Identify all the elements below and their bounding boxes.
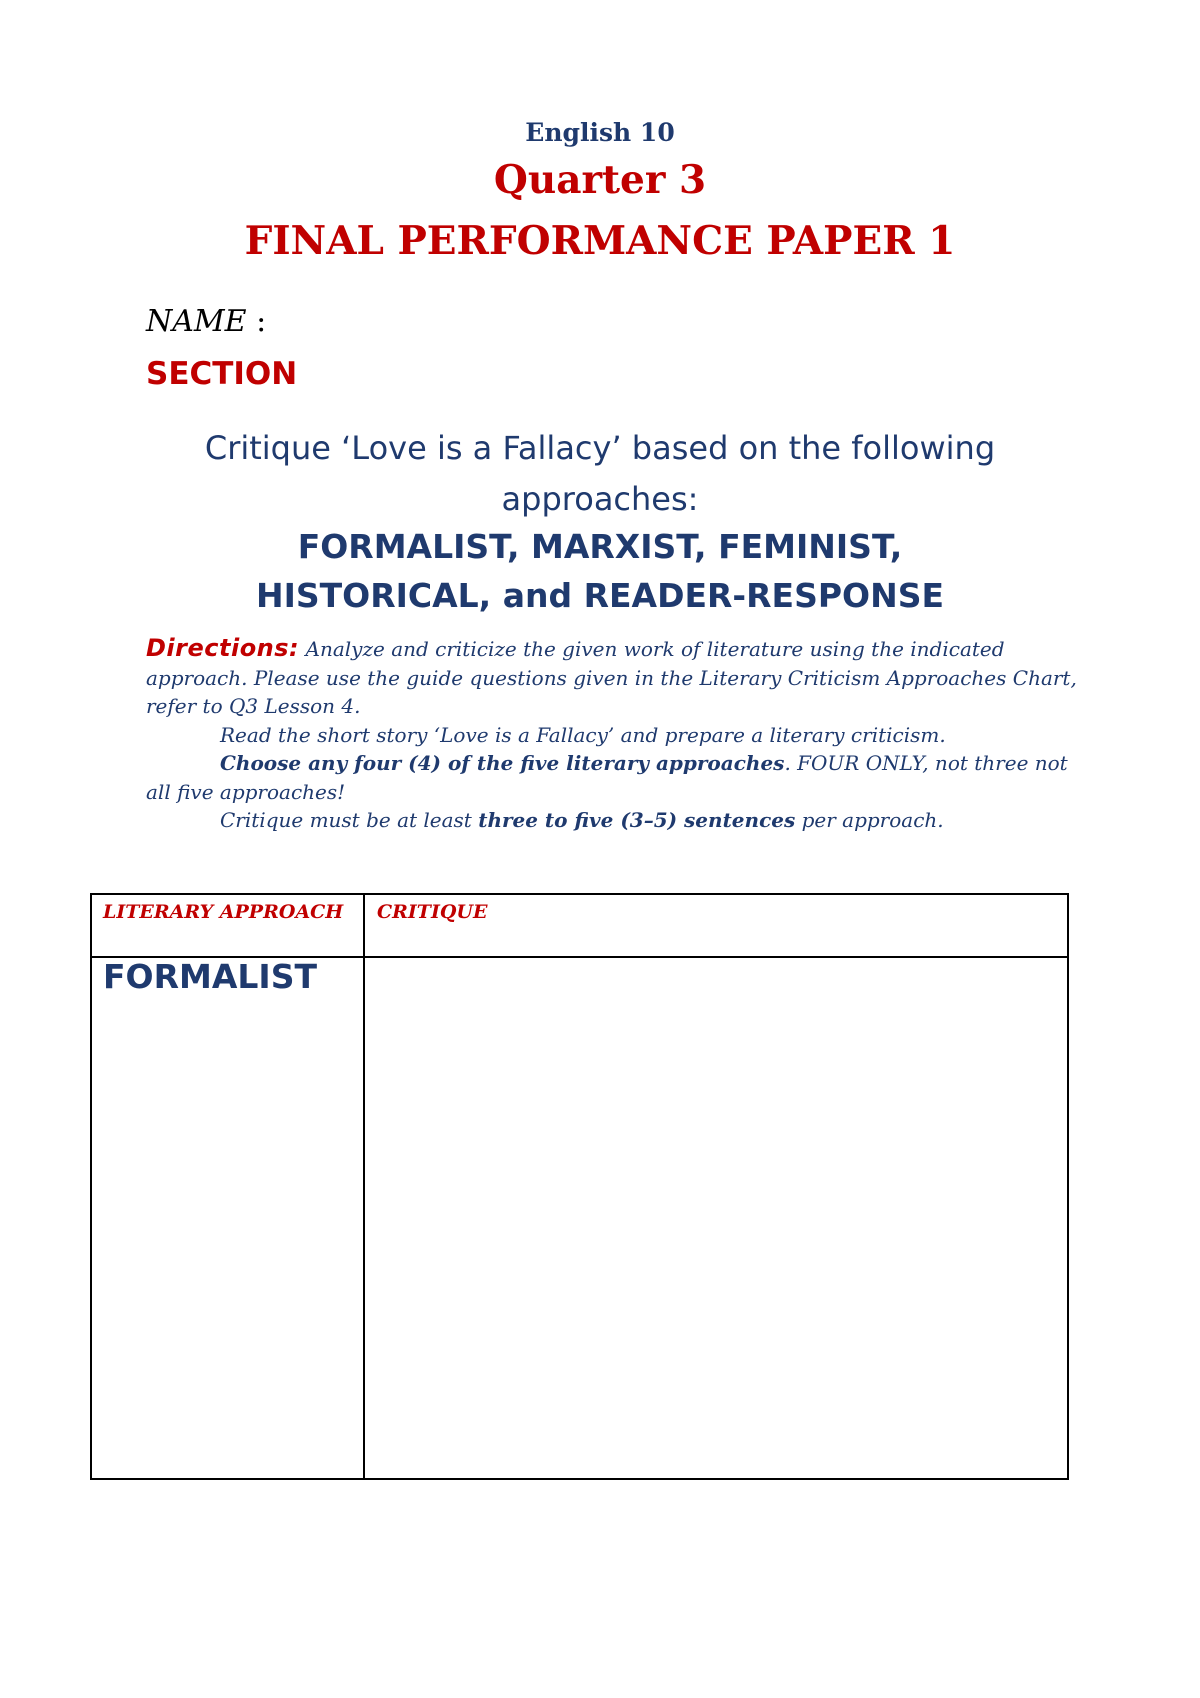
directions-text-3 <box>146 749 1086 806</box>
name-label: NAME <box>146 304 247 339</box>
critique-table <box>90 893 1069 1480</box>
table-row-approach: FORMALIST <box>103 957 317 996</box>
subject-heading: English 10 <box>525 118 675 147</box>
name-colon: : <box>246 304 267 339</box>
instruction-line-1: Critique ‘Love is a Fallacy’ based on the following <box>204 429 996 467</box>
table-column-divider <box>363 895 365 1478</box>
approaches-line-2: HISTORICAL, and READER-RESPONSE <box>255 576 945 615</box>
name-field <box>146 304 266 339</box>
directions-text-3-rest: . FOUR ONLY, not three not all five approaches! <box>146 751 1068 804</box>
directions-text-1: Analyze and criticize the given work of literature using the indicated approach. Please use the guide questions given in the Literary Criticism Approaches Chart, refer to Q3 Lesson 4. <box>146 637 1077 718</box>
quarter-heading: Quarter 3 <box>493 157 707 203</box>
directions-text-3-bold: Choose any four (4) of the five literary approaches <box>220 751 785 775</box>
directions-text-4-bold: three to five (3–5) sentences <box>478 808 796 832</box>
instruction-line-2: approaches: <box>501 480 699 518</box>
directions-label: Directions: <box>146 634 300 662</box>
directions-text-4 <box>146 806 1086 835</box>
directions-text-2: Read the short story ‘Love is a Fallacy’ and prepare a literary criticism. <box>220 722 946 747</box>
approaches-line-1: FORMALIST, MARXIST, FEMINIST, <box>297 527 903 566</box>
paper-title: FINAL PERFORMANCE PAPER 1 <box>244 218 956 264</box>
table-header-approach: LITERARY APPROACH <box>103 901 344 923</box>
directions-text-4-b: per approach. <box>795 808 944 832</box>
directions-block <box>146 634 1086 835</box>
directions-text-4-a: Critique must be at least <box>220 808 479 832</box>
section-label: SECTION <box>146 356 298 392</box>
table-header-critique: CRITIQUE <box>377 901 488 923</box>
